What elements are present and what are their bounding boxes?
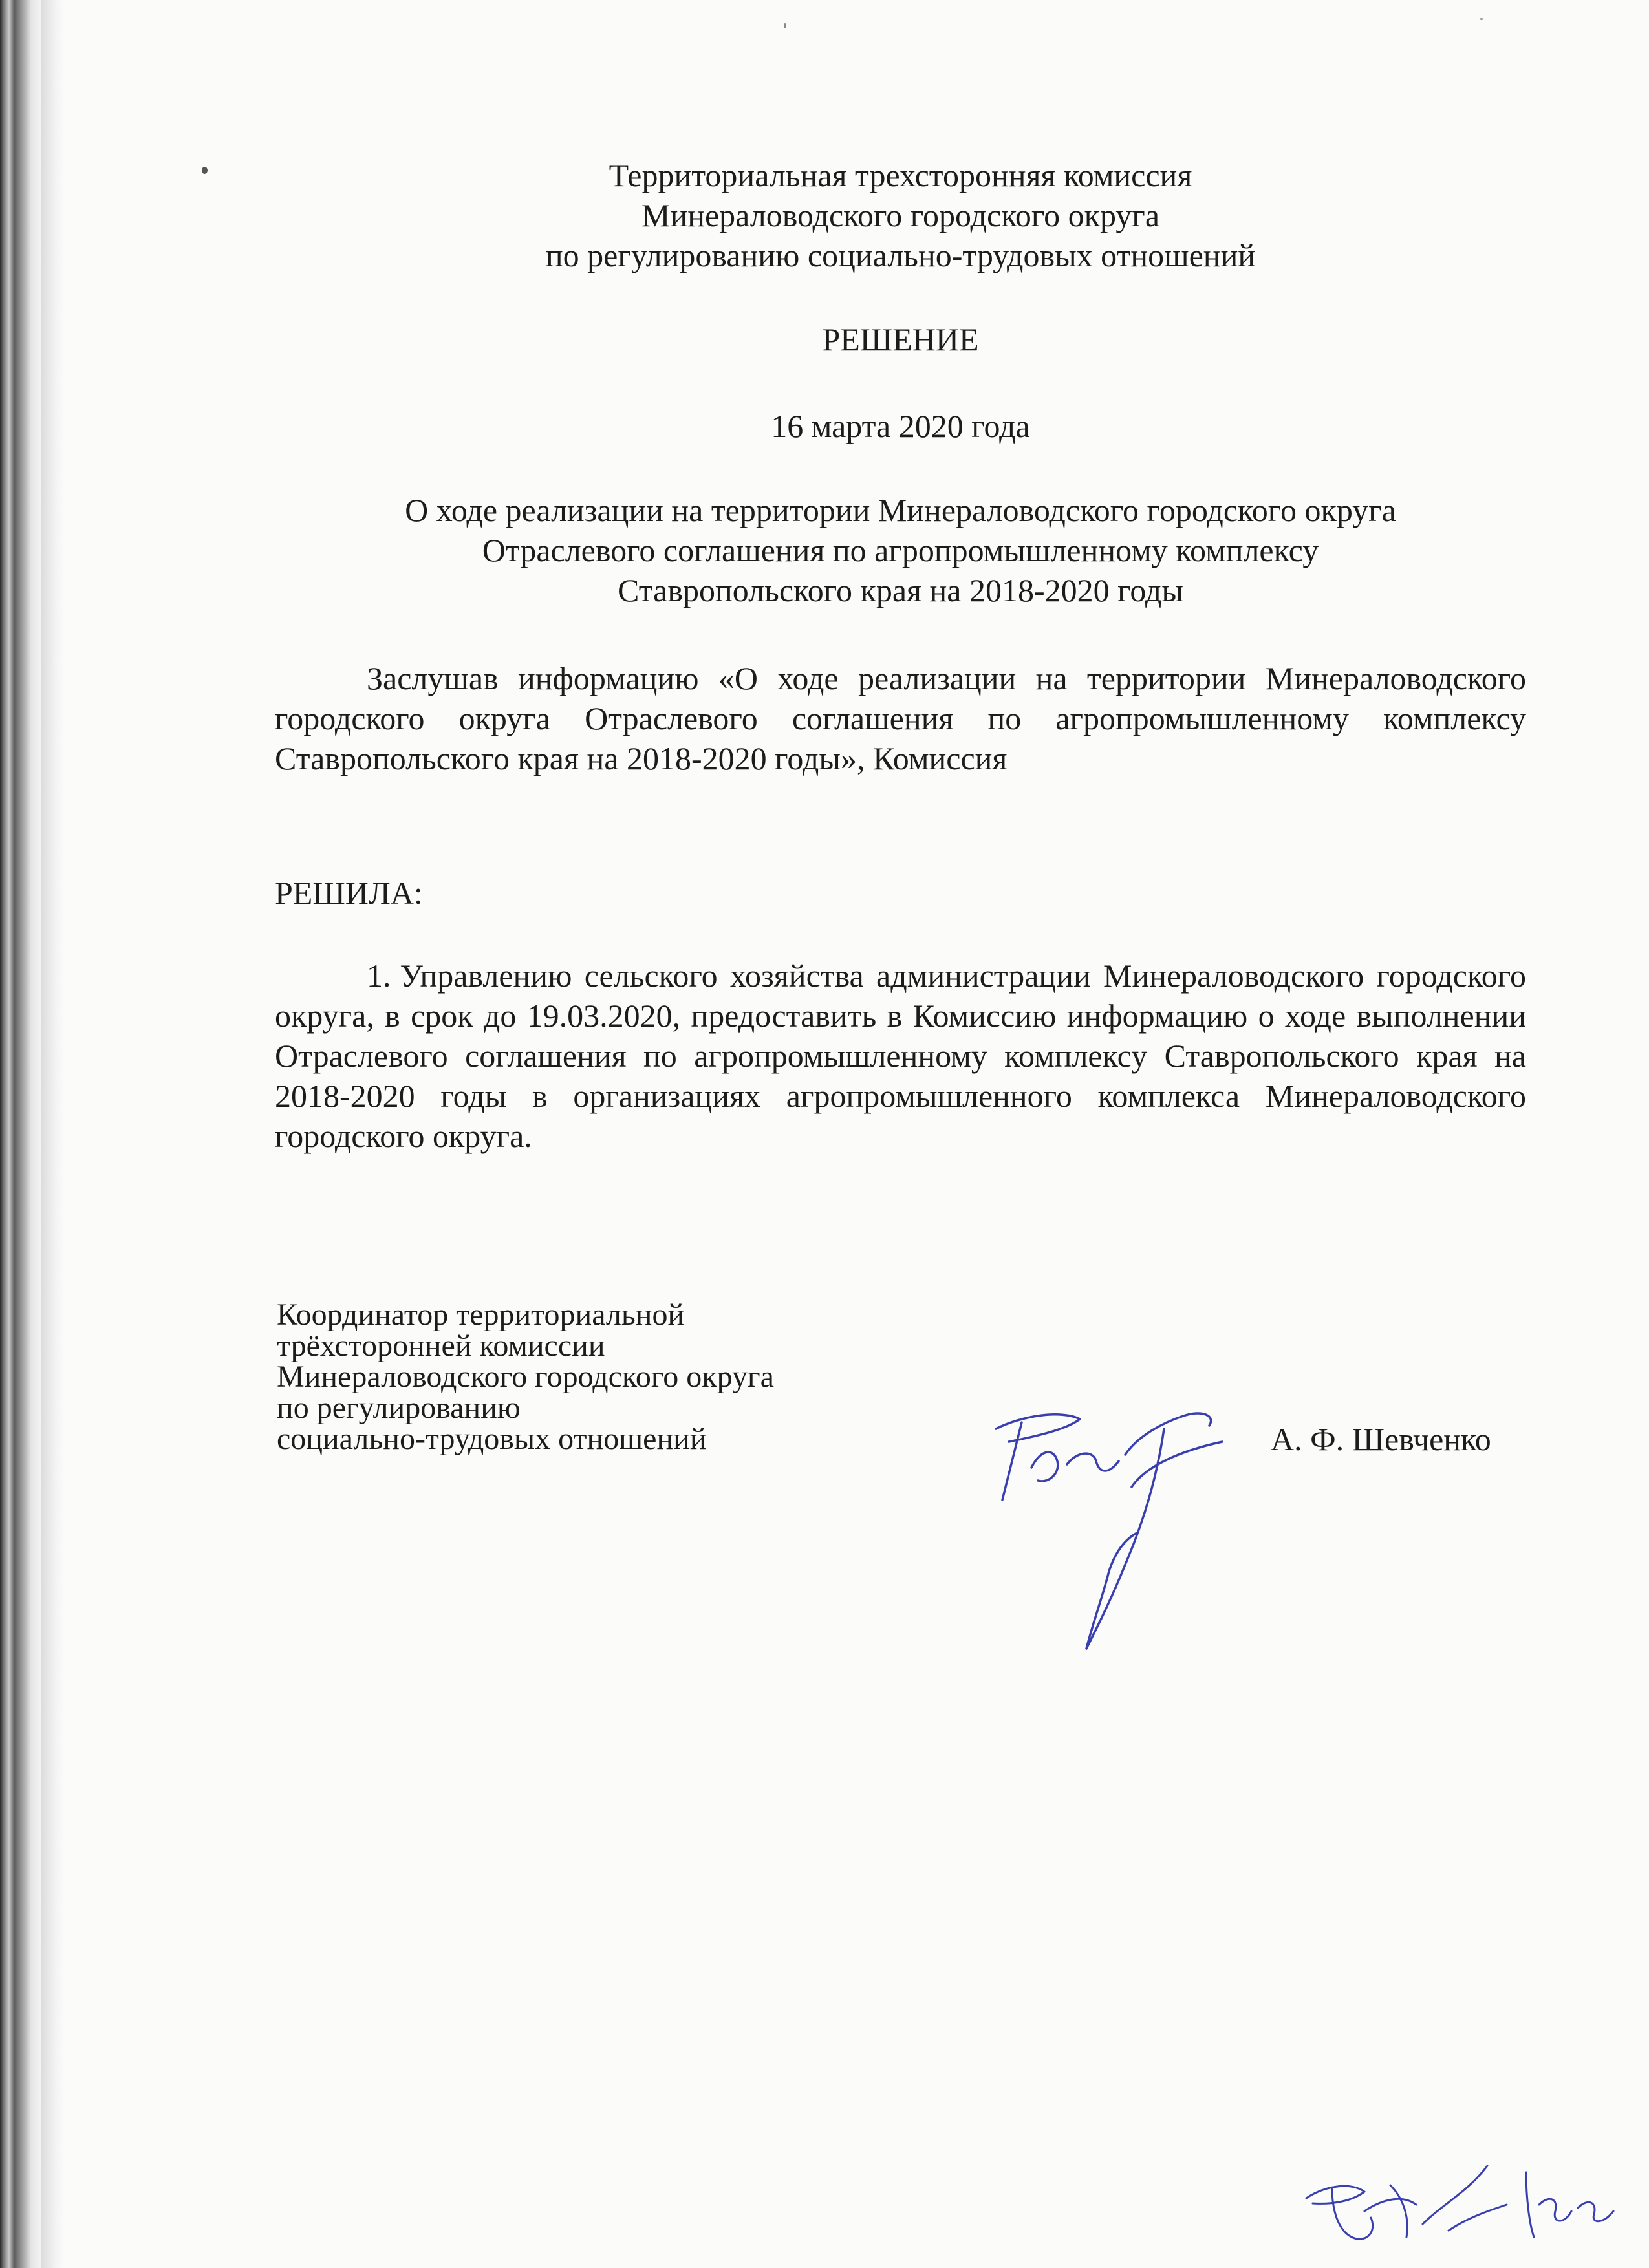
preamble-paragraph: Заслушав информацию «О ходе реализации на территории Минераловодского городского округа Отраслевого соглашения по агропромышленному комплексу Ставропольского края на 2018-2020 годы», Комиссия	[275, 660, 1526, 776]
scan-speck	[202, 167, 208, 174]
scan-speck	[784, 23, 786, 28]
scan-speck	[1480, 18, 1483, 20]
signatory-name: А. Ф. Шевченко	[1271, 1421, 1491, 1457]
header-line-3: по регулированию социально-трудовых отношений	[545, 237, 1256, 273]
decided-label: РЕШИЛА:	[275, 875, 423, 911]
signatory-title	[277, 1300, 774, 1455]
signatory-title-line-5: социально-трудовых отношений	[277, 1422, 707, 1456]
commission-header	[275, 155, 1526, 275]
document-date: 16 марта 2020 года	[771, 408, 1030, 444]
page-initials-signature	[1293, 2127, 1630, 2256]
document-type: РЕШЕНИЕ	[822, 321, 979, 358]
subject-line-2: Отраслевого соглашения по агропромышленному комплексу	[482, 532, 1319, 568]
header-line-1: Территориальная трехсторонняя комиссия	[609, 157, 1192, 193]
scan-edge	[0, 0, 41, 2268]
signatory-title-line-4: по регулированию	[277, 1391, 521, 1425]
signatory-title-line-1: Координатор территориальной	[277, 1298, 685, 1332]
decision-item-number: 1.	[367, 957, 391, 994]
header-line-2: Минераловодского городского округа	[641, 197, 1160, 233]
subject-line-1: О ходе реализации на территории Минераловодского городского округа	[405, 492, 1396, 528]
document-subject	[275, 490, 1526, 610]
scan-edge-shadow	[41, 0, 65, 2268]
signatory-title-line-2: трёхсторонней комиссии	[277, 1329, 605, 1363]
decision-item	[275, 956, 1526, 1156]
subject-line-3: Ставропольского края на 2018-2020 годы	[618, 572, 1183, 608]
decision-item-text: Управлению сельского хозяйства администрации Минераловодского городского округа, в срок до 19.03.2020, предоставить в Комиссию информацию о ходе выполнении Отраслевого соглашения по агропромышленному комплексу Ставропольского края на 2018-2020 годы в организациях агропромышленного комплекса Минераловодского городского округа.	[275, 957, 1526, 1154]
handwritten-signature	[970, 1390, 1255, 1674]
signatory-title-line-3: Минераловодского городского округа	[277, 1360, 774, 1394]
